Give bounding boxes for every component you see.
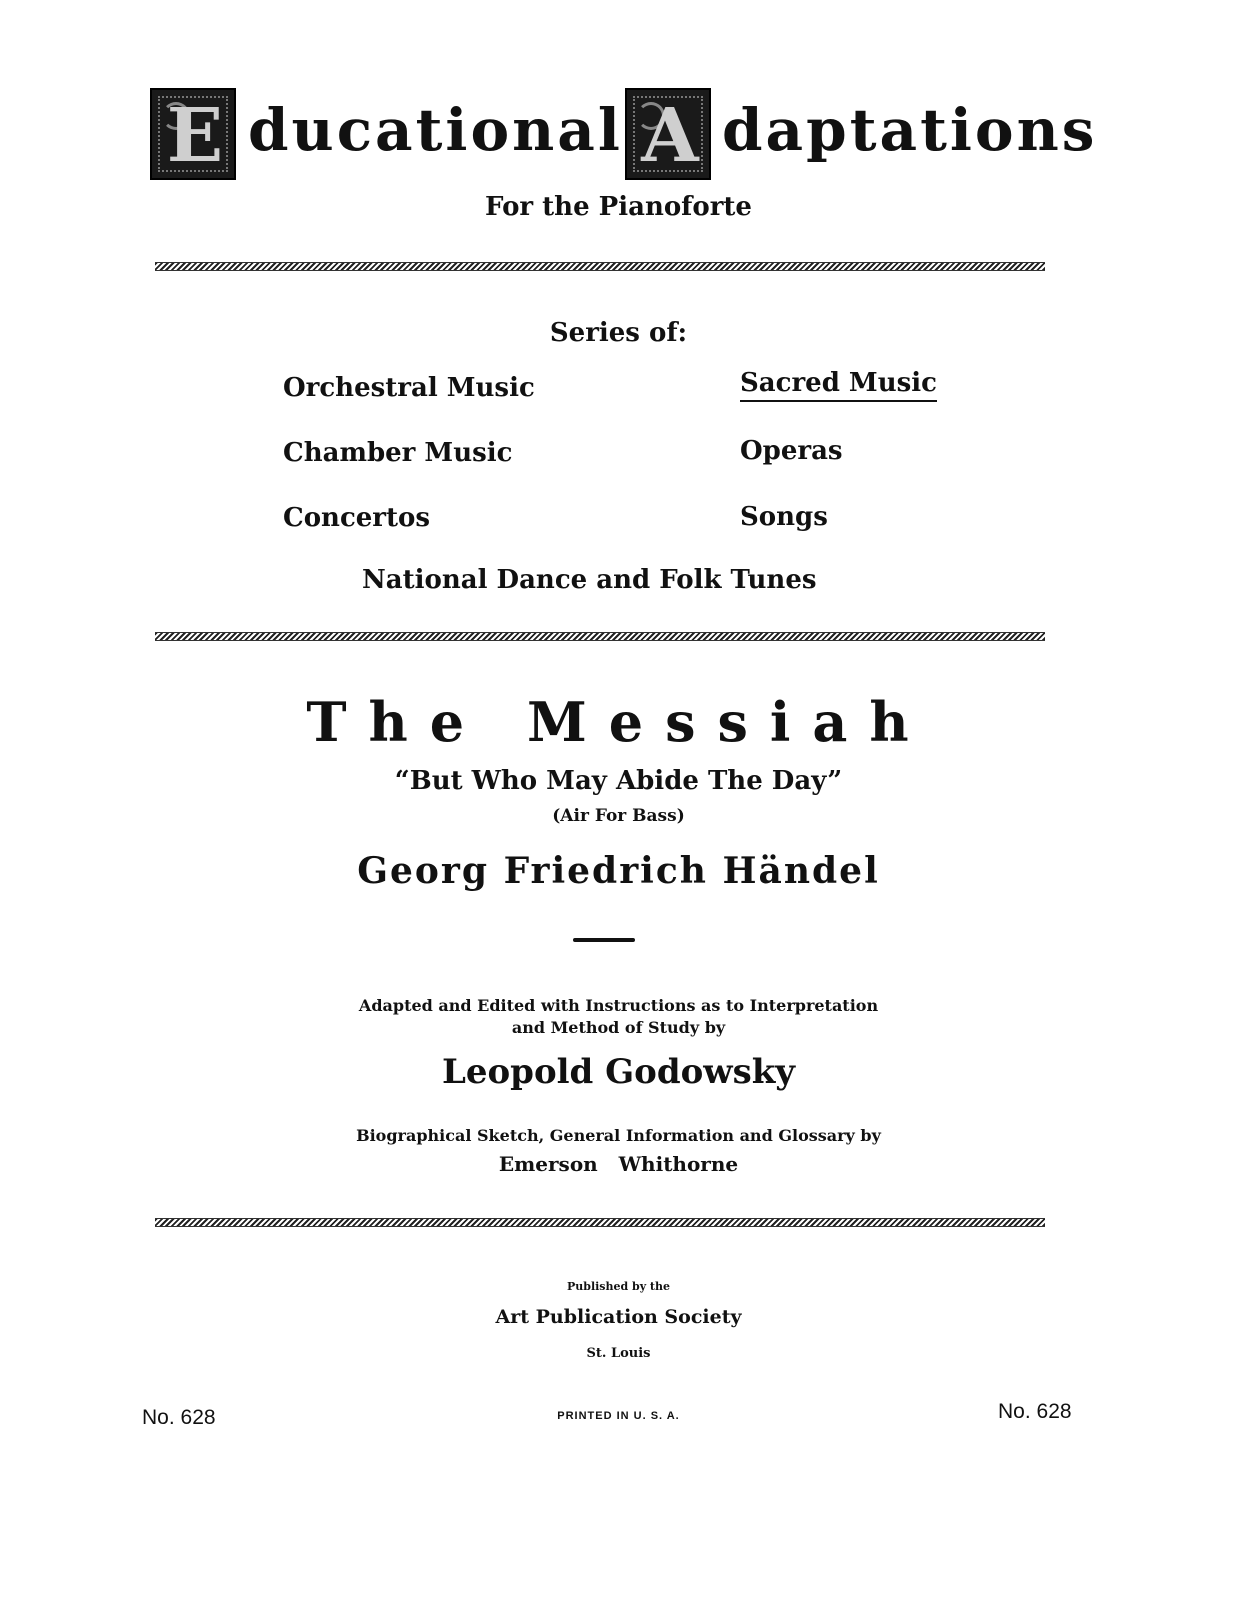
printed-in-usa: PRINTED IN U. S. A.: [557, 1410, 680, 1422]
composer: Georg Friedrich Händel: [357, 850, 880, 892]
title-word-1: ducational: [248, 96, 623, 164]
catalog-number-right: No. 628: [998, 1400, 1072, 1423]
short-divider: [573, 938, 635, 942]
adapted-line-2: and Method of Study by: [511, 1018, 726, 1037]
editor-name: Leopold Godowsky: [441, 1052, 796, 1092]
ornamental-rule-2: [155, 632, 1045, 641]
series-heading: Series of:: [549, 318, 688, 348]
bio-author: Emerson Whithorne: [498, 1152, 739, 1176]
work-title: The Messiah: [306, 690, 931, 754]
title-word-2: daptations: [722, 96, 1098, 164]
published-by: Published by the: [566, 1280, 671, 1293]
publisher-name: Art Publication Society: [495, 1306, 742, 1328]
bio-line: Biographical Sketch, General Information and Glossary by: [356, 1126, 881, 1145]
ornamental-rule-1: [155, 262, 1045, 271]
subtitle: For the Pianoforte: [485, 192, 752, 222]
series-item-concertos: Concertos: [283, 503, 430, 533]
ornamental-rule-3: [155, 1218, 1045, 1227]
illuminated-initial-e: E: [150, 88, 236, 180]
series-item-national: National Dance and Folk Tunes: [362, 565, 817, 595]
series-item-songs: Songs: [740, 502, 828, 532]
adapted-line-1: Adapted and Edited with Instructions as to Interpretation: [358, 996, 879, 1015]
voice-label: (Air For Bass): [552, 806, 685, 826]
series-item-sacred: Sacred Music: [740, 368, 937, 402]
main-title: [150, 82, 1098, 182]
publisher-city: St. Louis: [586, 1346, 651, 1361]
series-item-chamber: Chamber Music: [283, 438, 513, 468]
series-item-operas: Operas: [740, 436, 843, 466]
work-subtitle: “But Who May Abide The Day”: [394, 766, 843, 796]
catalog-number-left: No. 628: [142, 1406, 216, 1429]
series-item-orchestral: Orchestral Music: [283, 373, 535, 403]
illuminated-initial-a: A: [625, 88, 711, 180]
